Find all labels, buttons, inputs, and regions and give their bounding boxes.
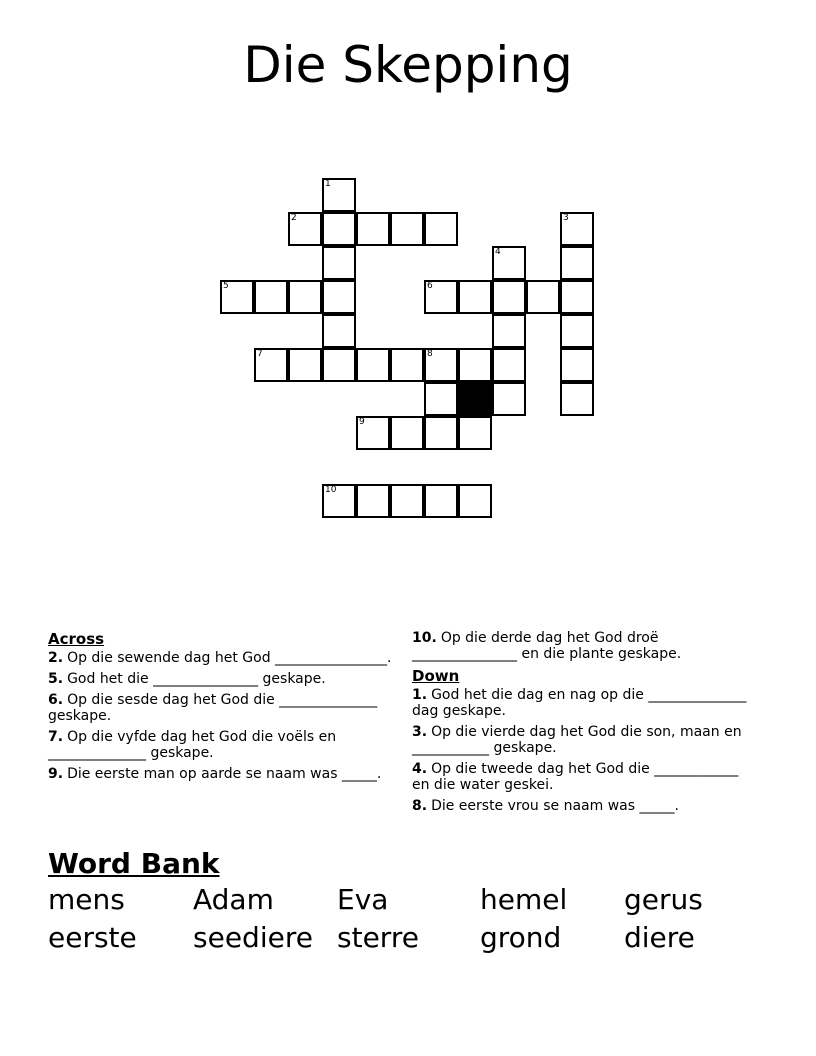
grid-cell[interactable]	[560, 348, 594, 382]
clue-number-label: 10	[325, 485, 337, 495]
grid-cell[interactable]	[424, 280, 458, 314]
clue-number-label: 5	[223, 281, 229, 291]
clue-text: Op die tweede dag het God die ____________ en die water geskei.	[412, 761, 739, 793]
clue-number-label: 8	[427, 349, 433, 359]
word-bank-word: Adam	[193, 883, 274, 916]
clue-down-1	[412, 687, 757, 719]
grid-cell[interactable]	[424, 416, 458, 450]
clue-number-label: 9	[359, 417, 365, 427]
clue-number: 8.	[412, 798, 428, 814]
grid-cell[interactable]	[560, 246, 594, 280]
grid-cell[interactable]	[458, 416, 492, 450]
clue-across-6	[48, 692, 393, 724]
clue-across-5	[48, 671, 393, 687]
grid-cell[interactable]	[424, 348, 458, 382]
grid-cell[interactable]	[526, 280, 560, 314]
grid-cell[interactable]	[424, 484, 458, 518]
clue-number: 2.	[48, 650, 64, 666]
clue-number-label: 3	[563, 213, 569, 223]
clue-text: Die eerste man op aarde se naam was _____.	[67, 766, 382, 782]
clue-number: 10.	[412, 630, 437, 646]
clue-number: 4.	[412, 761, 428, 777]
grid-cell[interactable]	[322, 280, 356, 314]
grid-cell[interactable]	[254, 348, 288, 382]
clue-number-label: 7	[257, 349, 263, 359]
grid-cell[interactable]	[288, 212, 322, 246]
grid-cell[interactable]	[288, 348, 322, 382]
clue-number: 1.	[412, 687, 428, 703]
grid-cell[interactable]	[322, 484, 356, 518]
shaded-cell	[458, 382, 492, 416]
grid-cell[interactable]	[356, 484, 390, 518]
grid-cell[interactable]	[322, 314, 356, 348]
word-bank-row	[48, 920, 788, 956]
clue-number-label: 6	[427, 281, 433, 291]
word-bank-heading: Word Bank	[48, 847, 220, 880]
across-heading: Across	[48, 630, 105, 648]
word-bank-word: Eva	[337, 883, 389, 916]
grid-cell[interactable]	[492, 246, 526, 280]
clue-number: 5.	[48, 671, 64, 687]
clue-text: Op die vierde dag het God die son, maan en ___________ geskape.	[412, 724, 742, 756]
grid-cell[interactable]	[356, 416, 390, 450]
clue-down-8	[412, 798, 757, 814]
down-heading: Down	[412, 667, 460, 685]
clue-number-label: 1	[325, 179, 331, 189]
clue-text: God het die _______________ geskape.	[67, 671, 326, 687]
word-bank-word: sterre	[337, 921, 419, 954]
clue-number: 9.	[48, 766, 64, 782]
word-bank-word: grond	[480, 921, 562, 954]
grid-cell[interactable]	[356, 348, 390, 382]
grid-cell[interactable]	[492, 314, 526, 348]
grid-cell[interactable]	[356, 212, 390, 246]
grid-cell[interactable]	[560, 212, 594, 246]
grid-cell[interactable]	[254, 280, 288, 314]
clue-across-2	[48, 650, 393, 666]
clue-across-7	[48, 729, 393, 761]
grid-cell[interactable]	[458, 348, 492, 382]
clues-right-column	[412, 630, 757, 819]
grid-cell[interactable]	[390, 484, 424, 518]
clue-text: Op die sesde dag het God die ______________ geskape.	[48, 692, 378, 724]
clue-number-label: 2	[291, 213, 297, 223]
grid-cell[interactable]	[492, 348, 526, 382]
grid-cell[interactable]	[322, 246, 356, 280]
grid-cell[interactable]	[560, 314, 594, 348]
clues-left-column	[48, 630, 393, 787]
grid-cell[interactable]	[458, 484, 492, 518]
grid-cell[interactable]	[322, 212, 356, 246]
clue-number: 3.	[412, 724, 428, 740]
grid-cell[interactable]	[492, 382, 526, 416]
grid-cell[interactable]	[322, 178, 356, 212]
grid-cell[interactable]	[424, 212, 458, 246]
grid-cell[interactable]	[322, 348, 356, 382]
clue-number-label: 4	[495, 247, 501, 257]
clue-number: 7.	[48, 729, 64, 745]
word-bank-word: seediere	[193, 921, 313, 954]
clue-down-4	[412, 761, 757, 793]
grid-cell[interactable]	[492, 280, 526, 314]
clue-text: Op die derde dag het God droë _______________ en die plante geskape.	[412, 630, 682, 662]
word-bank-row	[48, 882, 788, 918]
grid-cell[interactable]	[220, 280, 254, 314]
word-bank-word: diere	[624, 921, 695, 954]
grid-cell[interactable]	[424, 382, 458, 416]
clue-text: Op die sewende dag het God ________________.	[67, 650, 392, 666]
clue-text: Die eerste vrou se naam was _____.	[431, 798, 679, 814]
word-bank-word: gerus	[624, 883, 703, 916]
grid-cell[interactable]	[458, 280, 492, 314]
grid-cell[interactable]	[560, 382, 594, 416]
grid-cell[interactable]	[390, 416, 424, 450]
clue-text: Op die vyfde dag het God die voëls en ______________ geskape.	[48, 729, 337, 761]
grid-cell[interactable]	[288, 280, 322, 314]
word-bank-word: eerste	[48, 921, 137, 954]
word-bank-word: mens	[48, 883, 125, 916]
clue-across-9	[48, 766, 393, 782]
clue-number: 6.	[48, 692, 64, 708]
clue-across-10	[412, 630, 757, 662]
grid-cell[interactable]	[390, 348, 424, 382]
grid-cell[interactable]	[390, 212, 424, 246]
word-bank-word: hemel	[480, 883, 568, 916]
clue-text: God het die dag en nag op die ______________ dag geskape.	[412, 687, 747, 719]
page-title: Die Skepping	[243, 36, 573, 94]
grid-cell[interactable]	[560, 280, 594, 314]
clue-down-3	[412, 724, 757, 756]
